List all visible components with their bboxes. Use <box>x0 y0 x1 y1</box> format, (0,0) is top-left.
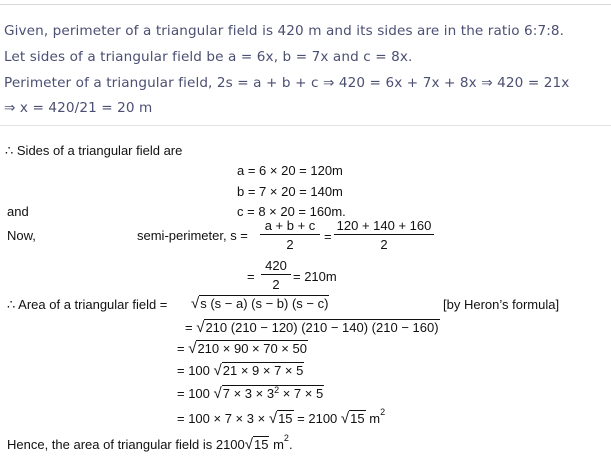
semi-fraction-2-den: 2 <box>380 237 388 252</box>
semi-fraction-1 <box>260 218 320 252</box>
radical-sign-icon: √ <box>268 410 278 427</box>
radicand: 15 <box>278 411 293 426</box>
step-1 <box>185 319 440 336</box>
fraction-bar <box>261 274 291 275</box>
equals-sign: = <box>324 229 332 244</box>
unit-exponent: 2 <box>380 407 386 417</box>
heron-radical <box>191 295 329 312</box>
solution-block <box>0 125 611 472</box>
radical-sign-icon: √ <box>340 410 350 427</box>
semi-result: = 210m <box>293 269 337 284</box>
unit-exponent: 2 <box>283 433 289 443</box>
solution-divider <box>0 125 611 126</box>
given-line-3: Perimeter of a triangular field, 2s = a + b + c ⇒ 420 = 6x + 7x + 8x ⇒ 420 = 21x <box>4 75 570 91</box>
equals-sign: = <box>247 269 255 284</box>
semi-fraction-1-den: 2 <box>286 237 294 252</box>
radical-sign-icon: √ <box>196 319 205 336</box>
area-label: ∴ Area of a triangular field = <box>7 297 168 312</box>
radicand: 15 <box>350 411 365 426</box>
fraction-bar <box>260 234 320 235</box>
question-header <box>0 0 611 122</box>
semi-fraction-3 <box>261 258 291 292</box>
period: . <box>288 437 293 452</box>
side-b: b = 7 × 20 = 140m <box>237 184 343 199</box>
coefficient: = 100 <box>177 363 210 378</box>
radicand: 15 <box>254 437 269 452</box>
radicand: 21 × 9 × 7 × 5 <box>222 363 304 378</box>
sides-intro: ∴ Sides of a triangular field are <box>5 143 183 158</box>
step-4 <box>177 385 324 402</box>
radical-sign-icon: √ <box>191 295 200 312</box>
radicand <box>222 385 324 401</box>
equals-sign: = <box>177 341 185 356</box>
semi-fraction-2-num: 120 + 140 + 160 <box>336 218 432 233</box>
given-line-4: ⇒ x = 420/21 = 20 m <box>4 100 153 116</box>
semi-fraction-3-den: 2 <box>272 277 280 292</box>
heron-note: [by Heron’s formula] <box>443 297 560 312</box>
coefficient: = 100 <box>177 386 210 401</box>
conclusion <box>7 433 293 453</box>
product: = 100 × 7 × 3 × <box>177 411 266 426</box>
step-3 <box>177 362 304 379</box>
given-line-1: Given, perimeter of a triangular field is 420 m and its sides are in the ratio 6:7:8. <box>4 23 565 39</box>
conclusion-text: Hence, the area of triangular field is 2100 <box>7 437 245 452</box>
top-divider <box>0 4 611 5</box>
side-c: c = 8 × 20 = 160m. <box>237 204 346 219</box>
given-line-2: Let sides of a triangular field be a = 6x, b = 7x and c = 8x. <box>4 49 413 65</box>
equals-sign: = <box>185 320 193 335</box>
step-5 <box>177 407 386 427</box>
result: = 2100 <box>297 411 338 426</box>
radical-sign-icon: √ <box>188 340 197 357</box>
unit: m <box>365 411 381 426</box>
radicand-part: × 7 × 5 <box>279 386 324 401</box>
radicand: 210 × 90 × 70 × 50 <box>197 341 307 356</box>
radical-sign-icon: √ <box>213 362 222 379</box>
semi-perimeter-label: semi-perimeter, s = <box>137 228 248 243</box>
radicand-part: 7 × 3 × 3 <box>222 386 275 401</box>
and-label: and <box>7 204 29 219</box>
exponent: 2 <box>274 385 280 395</box>
radical-sign-icon: √ <box>244 436 253 453</box>
radical-sign-icon: √ <box>213 385 222 402</box>
side-a: a = 6 × 20 = 120m <box>237 163 343 178</box>
semi-fraction-3-num: 420 <box>265 258 287 273</box>
semi-fraction-2 <box>334 218 434 252</box>
semi-fraction-1-num: a + b + c <box>264 218 316 233</box>
radicand: 210 (210 − 120) (210 − 140) (210 − 160) <box>205 320 439 335</box>
fraction-bar <box>334 234 434 235</box>
step-2 <box>177 340 308 357</box>
unit: m <box>269 437 284 452</box>
radicand: s (s − a) (s − b) (s − c) <box>200 296 329 311</box>
now-label: Now, <box>7 228 36 243</box>
